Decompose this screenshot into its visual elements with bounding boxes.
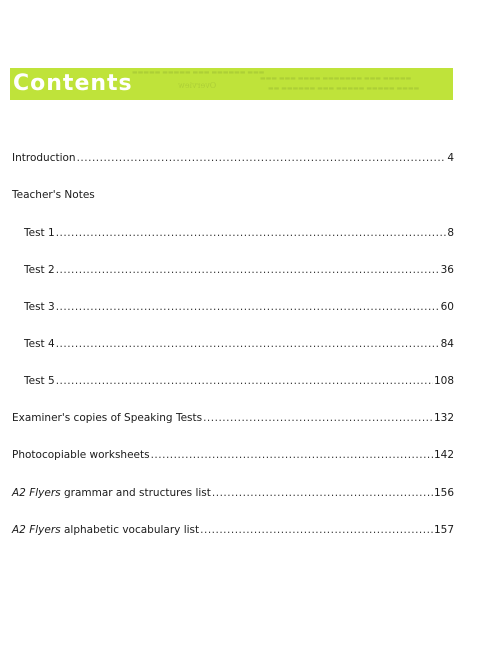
toc-entry-label-italic: A2 Flyers (12, 487, 61, 499)
toc-entry-label-italic: A2 Flyers (12, 524, 61, 536)
toc-entry-page: 108 (433, 375, 454, 387)
dot-leader (151, 446, 433, 464)
dot-leader (203, 409, 433, 427)
toc-entry-label: Introduction (12, 152, 76, 164)
toc-entry-label-rest: grammar and structures list (60, 487, 211, 499)
banner-bleed-lines-2: ▬▬▬▬ ▬▬▬▬▬ ▬▬▬▬▬ ▬▬▬ ▬▬▬▬▬▬ ▬▬ (268, 85, 420, 92)
toc-entry-test-2[interactable] (24, 261, 454, 279)
page-title: Contents (13, 71, 133, 96)
banner-bleed-text: ​▬▬▬ ▬▬▬▬▬▬ ▬▬▬ ▬▬▬▬▬ ▬▬▬▬▬ (132, 69, 265, 76)
toc-entry-label (12, 484, 211, 502)
toc-entry-page: 157 (433, 524, 454, 536)
toc-entry-label: Test 3 (24, 301, 55, 313)
toc-entry-label: Photocopiable worksheets (12, 449, 150, 461)
toc-entry-label: Test 5 (24, 375, 55, 387)
toc-entry-page: 4 (447, 152, 454, 164)
toc-entry-label (12, 521, 199, 539)
toc-entry-label: Test 1 (24, 227, 55, 239)
dot-leader (56, 261, 440, 279)
toc-entry-label: Test 2 (24, 264, 55, 276)
toc-entry-page: 142 (433, 449, 454, 461)
dot-leader (56, 298, 440, 316)
banner-bleed-overview: Overview (178, 81, 217, 90)
toc-entry-page: 8 (447, 227, 454, 239)
dot-leader (200, 521, 433, 539)
dot-leader (56, 335, 440, 353)
toc-section-heading: Teacher's Notes (12, 189, 95, 201)
toc-entry-speaking-tests[interactable] (12, 409, 454, 427)
banner-bleed-lines: ▬▬▬▬▬ ▬▬▬ ▬▬▬▬▬▬▬ ▬▬▬▬ ▬▬▬ ▬▬▬ (260, 75, 412, 82)
toc-entry-test-4[interactable] (24, 335, 454, 353)
toc-entry-test-1[interactable] (24, 224, 454, 242)
toc-entry-page: 84 (440, 338, 454, 350)
contents-banner (10, 68, 453, 100)
toc-entry-page: 36 (440, 264, 454, 276)
toc-entry-vocabulary-list[interactable] (12, 521, 454, 539)
toc-entry-page: 156 (433, 487, 454, 499)
toc-entry-grammar-list[interactable] (12, 484, 454, 502)
toc-entry-introduction[interactable] (12, 149, 454, 167)
toc-entry-label-rest: alphabetic vocabulary list (60, 524, 200, 536)
toc-entry-page: 60 (440, 301, 454, 313)
toc-entry-test-5[interactable] (24, 372, 454, 390)
toc-entry-label: Test 4 (24, 338, 55, 350)
dot-leader (56, 372, 433, 390)
toc-entry-test-3[interactable] (24, 298, 454, 316)
toc-entry-worksheets[interactable] (12, 446, 454, 464)
dot-leader (212, 484, 433, 502)
dot-leader (56, 224, 447, 242)
toc-entry-label: Examiner's copies of Speaking Tests (12, 412, 203, 424)
toc-entry-page: 132 (433, 412, 454, 424)
dot-leader (77, 149, 447, 167)
